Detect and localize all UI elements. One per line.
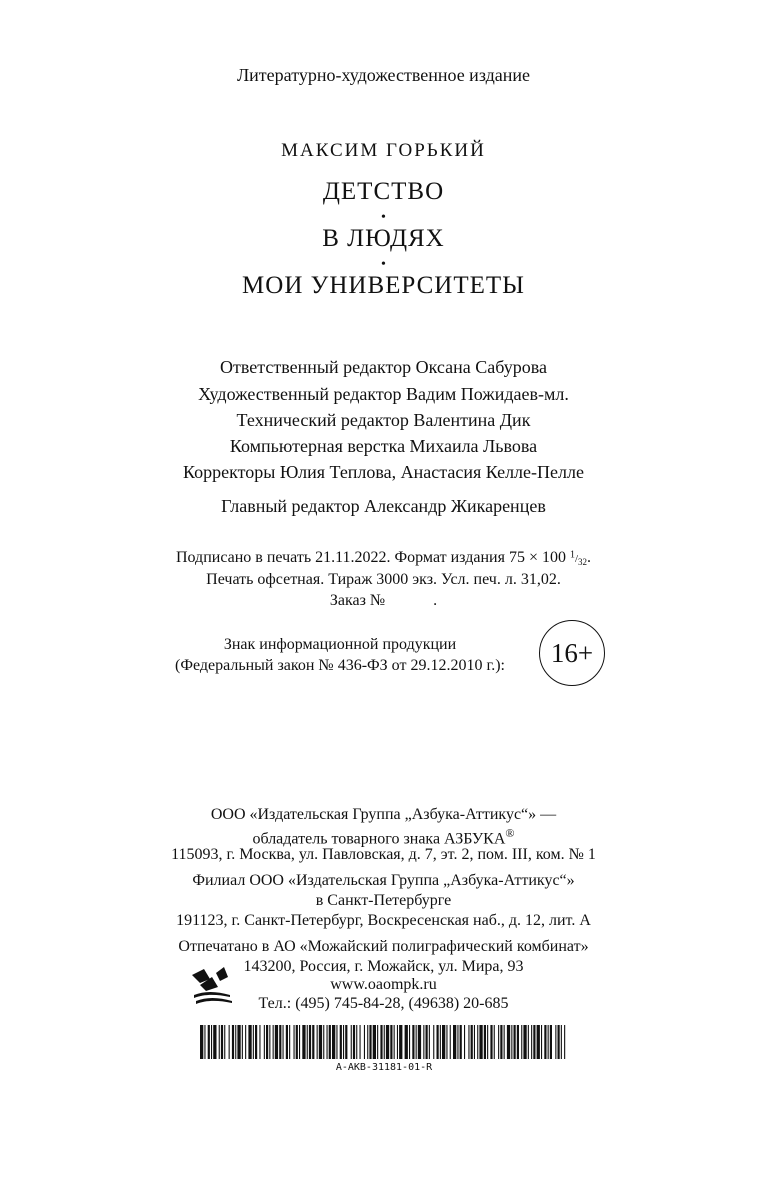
age-rating-law: (Федеральный закон № 436-ФЗ от 29.12.2010 г.): (174, 657, 505, 674)
barcode-bar (275, 1025, 278, 1059)
barcode-bar (336, 1025, 337, 1059)
barcode-bar (317, 1025, 318, 1059)
imprint-order: Заказ № . (329, 592, 438, 609)
barcode-bar (380, 1025, 382, 1059)
barcode-bar (213, 1025, 216, 1059)
barcode-bar (302, 1025, 305, 1059)
barcode-bar (264, 1025, 265, 1059)
barcode-bar (468, 1025, 469, 1059)
barcode-bar (245, 1025, 246, 1059)
barcode-bar (229, 1025, 230, 1059)
barcode-bar (397, 1025, 398, 1059)
barcode-bar (550, 1025, 552, 1059)
registered-mark-icon: ® (505, 826, 515, 840)
barcode-bar (484, 1025, 486, 1059)
barcode-bar (242, 1025, 243, 1059)
barcode-bar (523, 1025, 526, 1059)
printer-line-1: Отпечатано в АО «Можайский полиграфический комбинат» (178, 938, 589, 955)
barcode-number: A-AKB-31181-01-R (335, 1062, 433, 1073)
barcode-bar (453, 1025, 456, 1059)
barcode-bar (487, 1025, 488, 1059)
barcode-bar (433, 1025, 434, 1059)
barcode-bar (237, 1025, 240, 1059)
age-rating-badge (539, 620, 605, 686)
barcode-bar (521, 1025, 522, 1059)
age-rating-value: 16+ (550, 637, 594, 668)
publisher-address: 115093, г. Москва, ул. Павловская, д. 7, эт. 2, пом. III, ком. № 1 (171, 846, 596, 863)
barcode (200, 1025, 568, 1059)
barcode-bar (221, 1025, 223, 1059)
barcode-bar (307, 1025, 308, 1059)
format-numerator: 1 (569, 549, 575, 561)
printer-phone: Тел.: (495) 745-84-28, (49638) 20-685 (258, 995, 509, 1012)
barcode-bar (498, 1025, 499, 1059)
work-title-2: В ЛЮДЯХ (322, 225, 445, 252)
barcode-bar (232, 1025, 234, 1059)
barcode-bar (440, 1025, 441, 1059)
branch-line-2: в Санкт-Петербурге (315, 892, 452, 909)
barcode-bar (319, 1025, 322, 1059)
barcode-bar (369, 1025, 371, 1059)
barcode-bar (409, 1025, 410, 1059)
barcode-bar (269, 1025, 270, 1059)
barcode-bar (373, 1025, 376, 1059)
barcode-bar (208, 1025, 210, 1059)
barcode-bar (259, 1025, 260, 1059)
barcode-bar (323, 1025, 324, 1059)
imprint-line-2: Печать офсетная. Тираж 3000 экз. Усл. печ. л. 31,02. (206, 571, 561, 588)
barcode-bar (405, 1025, 408, 1059)
imprint-period: . (587, 549, 592, 566)
barcode-bar (384, 1025, 385, 1059)
barcode-bar (460, 1025, 462, 1059)
barcode-bar (356, 1025, 357, 1059)
barcode-bar (457, 1025, 458, 1059)
credit-tech-editor: Технический редактор Валентина Дик (236, 410, 531, 430)
barcode-bar (286, 1025, 288, 1059)
genre-label: Литературно-художественное издание (236, 65, 531, 85)
barcode-bar (255, 1025, 257, 1059)
publisher-line-1: ООО «Издательская Группа „Азбука-Аттикус“» — (210, 806, 557, 823)
barcode-bar (224, 1025, 225, 1059)
barcode-bar (235, 1025, 236, 1059)
barcode-bar (309, 1025, 311, 1059)
publisher-line-2 (0, 826, 767, 848)
barcode-bar (360, 1025, 361, 1059)
age-rating-label: Знак информационной продукции (223, 636, 457, 653)
barcode-bar (537, 1025, 540, 1059)
barcode-bar (555, 1025, 556, 1059)
work-title-3: МОИ УНИВЕРСИТЕТЫ (242, 272, 525, 299)
format-fraction (569, 549, 588, 568)
barcode-bar (533, 1025, 535, 1059)
barcode-bar (442, 1025, 445, 1059)
barcode-bar (353, 1025, 355, 1059)
barcode-bar (477, 1025, 478, 1059)
credit-proofreaders: Корректоры Юлия Теплова, Анастасия Келле-Пелле (183, 462, 584, 482)
separator-dot-2: • (381, 257, 386, 272)
barcode-bar (399, 1025, 402, 1059)
barcode-bar (423, 1025, 424, 1059)
barcode-bar (394, 1025, 395, 1059)
barcode-bar (450, 1025, 451, 1059)
barcode-bar (471, 1025, 473, 1059)
barcode-bar (340, 1025, 342, 1059)
credit-editor: Ответственный редактор Оксана Сабурова (220, 357, 547, 377)
credit-layout: Компьютерная верстка Михаила Львова (229, 436, 538, 456)
trademark-text: обладатель товарного знака АЗБУКА (252, 830, 506, 848)
barcode-bar (514, 1025, 516, 1059)
barcode-bar (283, 1025, 284, 1059)
barcode-bar (412, 1025, 414, 1059)
printer-website: www.oaompk.ru (330, 976, 437, 993)
barcode-bar (211, 1025, 212, 1059)
barcode-bar (343, 1025, 344, 1059)
credit-art-editor: Художественный редактор Вадим Пожидаев-мл. (198, 384, 569, 404)
format-denominator: 32 (578, 557, 588, 568)
barcode-bar (299, 1025, 300, 1059)
work-title-1: ДЕТСТВО (322, 178, 445, 205)
barcode-bar (329, 1025, 331, 1059)
barcode-bar (296, 1025, 298, 1059)
barcode-bar (279, 1025, 281, 1059)
barcode-bar (548, 1025, 549, 1059)
barcode-bar (248, 1025, 251, 1059)
credit-chief-editor: Главный редактор Александр Жикаренцев (221, 496, 546, 516)
barcode-bar (219, 1025, 220, 1059)
barcode-bar (507, 1025, 510, 1059)
barcode-bar (429, 1025, 430, 1059)
barcode-bar (474, 1025, 475, 1059)
barcode-bar (345, 1025, 347, 1059)
barcode-bar (544, 1025, 546, 1059)
barcode-bar (504, 1025, 505, 1059)
barcode-bar (464, 1025, 465, 1059)
imprint-text: Подписано в печать 21.11.2022. Формат издания 75 × 100 (175, 549, 570, 566)
barcode-bar (289, 1025, 290, 1059)
barcode-bar (528, 1025, 529, 1059)
barcode-bar (200, 1025, 203, 1059)
barcode-bar (253, 1025, 254, 1059)
barcode-bar (204, 1025, 205, 1059)
barcode-bar (294, 1025, 295, 1059)
barcode-bar (364, 1025, 365, 1059)
barcode-bar (416, 1025, 417, 1059)
barcode-bar (377, 1025, 378, 1059)
barcode-bar (437, 1025, 439, 1059)
publisher-logo-icon (190, 965, 234, 1005)
barcode-bar (564, 1025, 565, 1059)
barcode-bar (266, 1025, 268, 1059)
barcode-bar (418, 1025, 421, 1059)
barcode-bar (426, 1025, 428, 1059)
imprint-line-1 (0, 549, 767, 567)
printer-address: 143200, Россия, г. Можайск, ул. Мира, 93 (243, 958, 524, 975)
barcode-bar (558, 1025, 560, 1059)
barcode-bar (500, 1025, 502, 1059)
branch-address: 191123, г. Санкт-Петербург, Воскресенская наб., д. 12, лит. А (176, 912, 591, 929)
barcode-bar (312, 1025, 314, 1059)
barcode-bar (446, 1025, 447, 1059)
barcode-bar (494, 1025, 495, 1059)
barcode-bar (517, 1025, 519, 1059)
barcode-bar (511, 1025, 512, 1059)
barcode-bar (561, 1025, 562, 1059)
barcode-bar (367, 1025, 368, 1059)
author-name: МАКСИМ ГОРЬКИЙ (281, 140, 486, 161)
barcode-bar (386, 1025, 389, 1059)
barcode-bar (273, 1025, 274, 1059)
barcode-bar (490, 1025, 492, 1059)
barcode-bar (327, 1025, 328, 1059)
separator-dot-1: • (381, 210, 386, 225)
barcode-bar (531, 1025, 532, 1059)
barcode-bar (332, 1025, 335, 1059)
barcode-bar (541, 1025, 542, 1059)
barcode-bar (479, 1025, 482, 1059)
barcode-bar (351, 1025, 352, 1059)
barcode-bar (390, 1025, 392, 1059)
branch-line-1: Филиал ООО «Издательская Группа „Азбука-Аттикус“» (192, 872, 575, 889)
format-slash: / (574, 553, 579, 565)
